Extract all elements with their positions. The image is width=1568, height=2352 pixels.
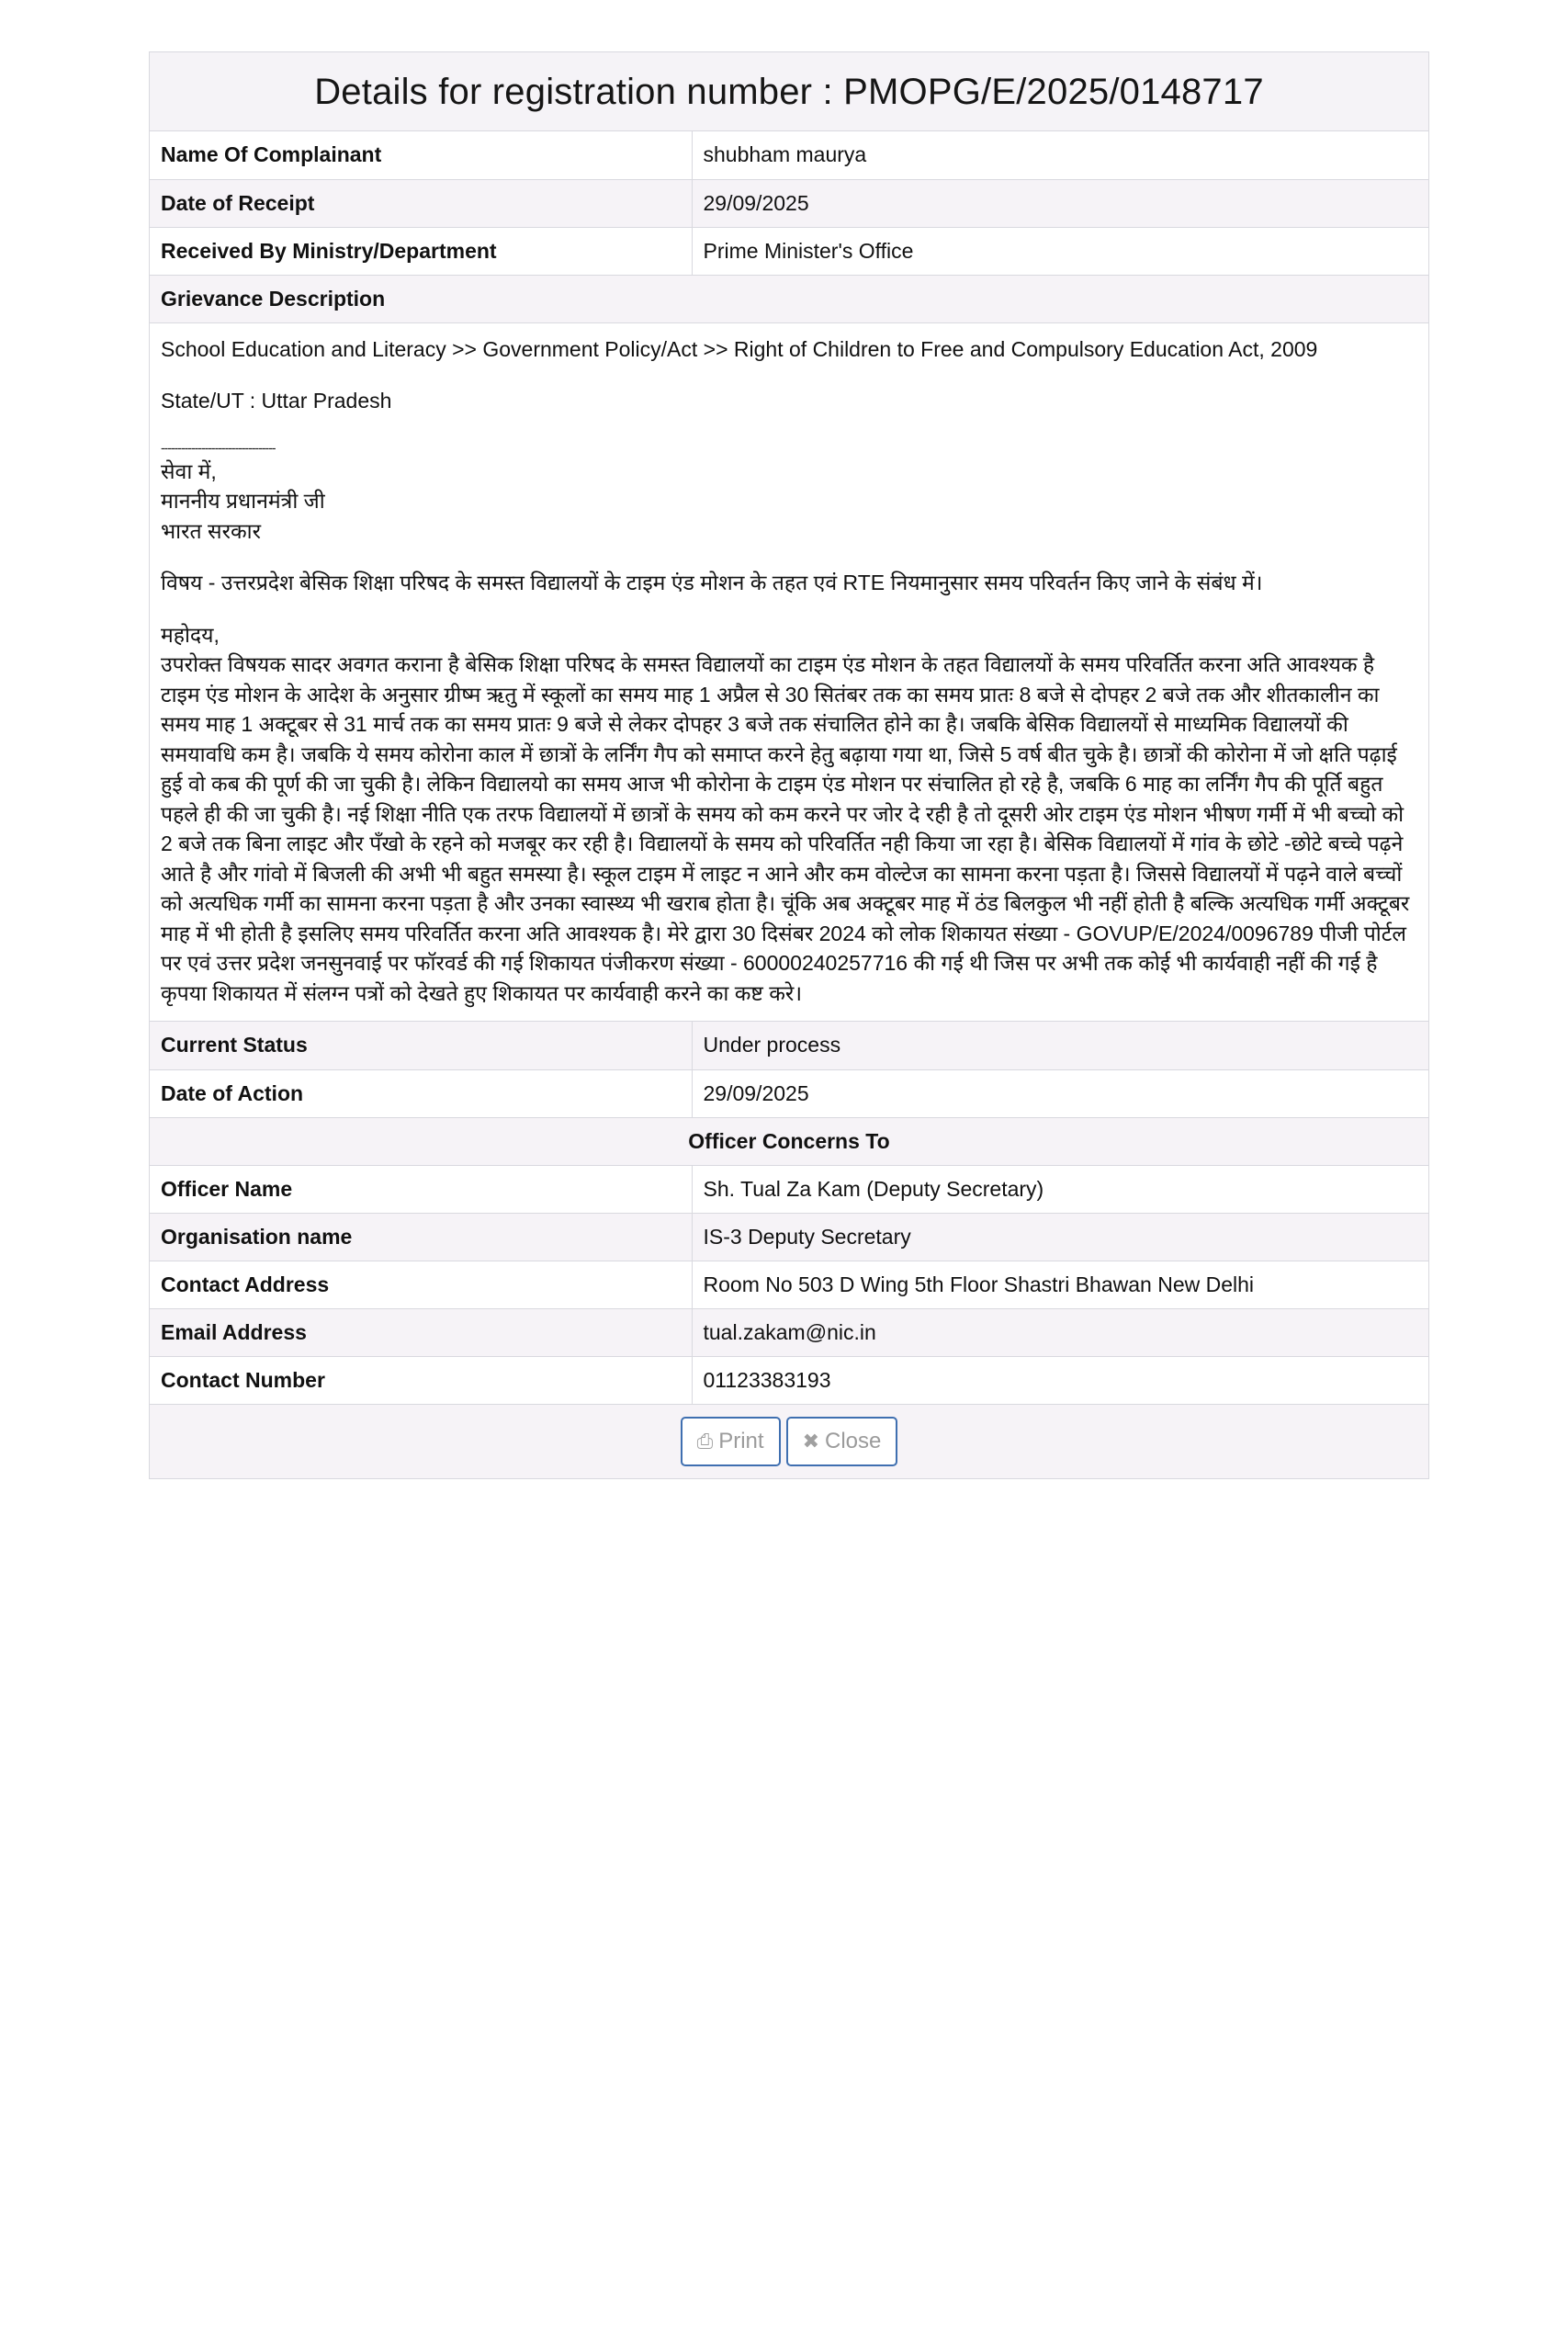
row-label: Contact Number	[150, 1356, 692, 1404]
row-value: IS-3 Deputy Secretary	[692, 1213, 1428, 1261]
action-bar	[150, 1405, 1428, 1478]
row-label: Date of Action	[150, 1069, 692, 1117]
row-label: Name Of Complainant	[150, 131, 692, 179]
row-value: Under process	[692, 1022, 1428, 1069]
grievance-description	[150, 323, 1428, 1023]
table-row	[150, 1261, 1428, 1308]
table-row	[150, 1308, 1428, 1356]
row-value: shubham maurya	[692, 131, 1428, 179]
page-title: Details for registration number : PMOPG/E/2025/0148717	[150, 52, 1428, 131]
grievance-heading: Grievance Description	[150, 275, 1428, 322]
address-line: सेवा में,	[161, 458, 217, 483]
table-row	[150, 1069, 1428, 1117]
table-row	[150, 1165, 1428, 1213]
address-line: भारत सरकार	[161, 518, 262, 543]
officer-heading: Officer Concerns To	[150, 1117, 1428, 1165]
grievance-subject: विषय - उत्तरप्रदेश बेसिक शिक्षा परिषद के समस्त विद्यालयों के टाइम एंड मोशन के तहत एवं RTE नियमानुसार समय परिवर्तन किए जाने के संबंध में।	[161, 571, 1263, 594]
row-value: Room No 503 D Wing 5th Floor Shastri Bhawan New Delhi	[692, 1261, 1428, 1308]
address-line: माननीय प्रधानमंत्री जी	[161, 489, 325, 513]
row-label: Email Address	[150, 1308, 692, 1356]
row-label: Current Status	[150, 1022, 692, 1069]
grievance-body: उपरोक्त विषयक सादर अवगत कराना है बेसिक शिक्षा परिषद के समस्त विद्यालयों का टाइम एंड मोशन के तहत विद्यालयों के समय परिवर्तित करना अति आवश्यक है टाइम एंड मोशन के आदेश के अनुसार ग्रीष्म ऋतु में स्कूलों का समय माह 1 अप्रैल से 30 सितंबर तक का समय प्रातः 8 बजे से दोपहर 2 बजे तक और शीतकालीन का समय माह 1 अक्टूबर से 31 मार्च तक का समय प्रातः 9 बजे से लेकर दोपहर 3 बजे तक संचालित होने का है। जबकि बेसिक विद्यालयों से माध्यमिक विद्यालयों की समयावधि कम है। जबकि ये समय कोरोना काल में छात्रों के लर्निंग गैप को समाप्त करने हेतु बढ़ाया गया था, जिसे 5 वर्ष बीत चुके है। छात्रों की कोरोना में जो क्षति पढ़ाई हुई वो कब की पूर्ण की जा चुकी है। लेकिन विद्यालयो का समय आज भी कोरोना के टाइम एंड मोशन पर संचालित हो रहे है, जबकि 6 माह का लर्निंग गैप की पूर्ति बहुत पहले ही की जा चुकी है। नई शिक्षा नीति एक तरफ विद्यालयों में छात्रों के समय को कम करने पर जोर दे रही है तो दूसरी ओर टाइम एंड मोशन भीषण गर्मी में भी बच्चो को 2 बजे तक बिना लाइट और पँखो के रहने को मजबूर कर रही है। विद्यालयों के समय को परिवर्तित नही किया जा रहा है। बेसिक विद्यालयों में गांव के छोटे -छोटे बच्चे पढ़ने आते है और गांवो में बिजली की अभी भी बहुत समस्या है। स्कूल टाइम में लाइट न आने और कम वोल्टेज का सामना करना पड़ता है। जिससे विद्यालयों में पढ़ने वाले बच्चों को अत्यधिक गर्मी का सामना करना पड़ता है और उनका स्वास्थ्य भी खराब होता है। चूंकि अब अक्टूबर माह में ठंड बिलकुल भी नहीं होती है बल्कि अत्यधिक गर्मी अक्टूबर माह में भी होती है इसलिए समय परिवर्तित करना अति आवश्यक है। मेरे द्वारा 30 दिसंबर 2024 को लोक शिकायत संख्या - GOVUP/E/2024/0096789 पीजी पोर्टल पर एवं उत्तर प्रदेश जनसुनवाई पर फॉरवर्ड की गई शिकायत पंजीकरण संख्या - 60000240257716 की गई थी जिस पर अभी तक कोई भी कार्यवाही नहीं की गई है कृपया शिकायत में संलग्न पत्रों को देखते हुए शिकायत पर कार्यवाही करने का कष्ट करे।	[161, 652, 1410, 1005]
print-label: Print	[718, 1428, 764, 1453]
table-row	[150, 179, 1428, 227]
grievance-salutation: महोदय,	[161, 622, 220, 647]
row-label: Received By Ministry/Department	[150, 227, 692, 275]
row-value: Sh. Tual Za Kam (Deputy Secretary)	[692, 1165, 1428, 1213]
row-value: 01123383193	[692, 1356, 1428, 1404]
details-table	[150, 131, 1428, 323]
table-row	[150, 275, 1428, 322]
table-row	[150, 227, 1428, 275]
row-label: Organisation name	[150, 1213, 692, 1261]
grievance-category: School Education and Literacy >> Government Policy/Act >> Right of Children to Free and Compulsory Education Act, 2009	[161, 336, 1318, 361]
table-row	[150, 1022, 1428, 1069]
row-label: Date of Receipt	[150, 179, 692, 227]
close-icon: ✖	[802, 1429, 820, 1453]
close-label: Close	[825, 1428, 882, 1453]
table-row	[150, 1213, 1428, 1261]
print-button[interactable]	[681, 1417, 781, 1466]
row-label: Contact Address	[150, 1261, 692, 1308]
grievance-state: State/UT : Uttar Pradesh	[161, 389, 392, 413]
table-row	[150, 1356, 1428, 1404]
row-value: tual.zakam@nic.in	[692, 1308, 1428, 1356]
separator-line: ----------------------------------	[161, 439, 276, 455]
close-button[interactable]	[786, 1417, 898, 1466]
row-value: 29/09/2025	[692, 179, 1428, 227]
row-value: Prime Minister's Office	[692, 227, 1428, 275]
registration-details-panel	[149, 51, 1429, 1479]
row-value: 29/09/2025	[692, 1069, 1428, 1117]
printer-icon: ⎙	[696, 1429, 714, 1453]
table-row	[150, 131, 1428, 179]
row-label: Officer Name	[150, 1165, 692, 1213]
status-table	[150, 1022, 1428, 1405]
table-row	[150, 1117, 1428, 1165]
